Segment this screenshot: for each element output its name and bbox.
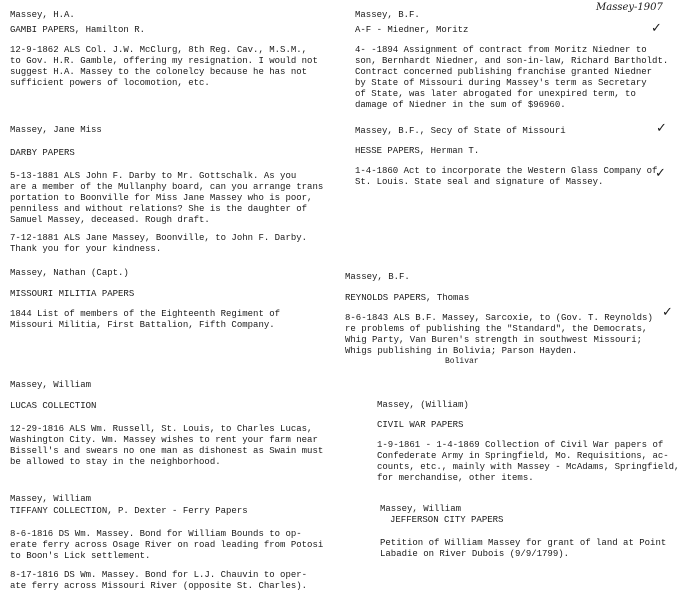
entry-line: ate ferry across Missouri River (opposite St. Charles). [10, 581, 308, 591]
card-massey-william-tiffany [10, 494, 323, 592]
handwritten-correction: Bolivar [445, 357, 479, 366]
entry-line: Samuel Massey, deceased. Rough draft. [10, 215, 210, 225]
card-massey-nathan [10, 268, 280, 331]
entry-line: 8-6-1843 ALS B.F. Massey, Sarcoxie, to (Gov. T. Reynolds) [345, 313, 653, 323]
card-heading: Massey, H.A. [10, 10, 75, 20]
card-massey-william-lucas [10, 380, 323, 468]
card-heading: Massey, B.F., Secy of State of Missouri [355, 126, 566, 136]
entry-line: re problems of publishing the "Standard", the Democrats, [345, 324, 648, 334]
check-mark-icon: ✓ [651, 21, 662, 36]
card-collection: MISSOURI MILITIA PAPERS [10, 289, 135, 299]
card-massey-bf-reynolds [345, 272, 653, 366]
card-heading: Massey, William [10, 380, 92, 390]
card-collection: JEFFERSON CITY PAPERS [390, 515, 504, 525]
entry-line: 5-13-1881 ALS John F. Darby to Mr. Gottschalk. As you [10, 171, 297, 181]
card-massey-bf-hesse [355, 126, 657, 188]
card-collection: REYNOLDS PAPERS, Thomas [345, 293, 470, 303]
entry-line: Missouri Militia, First Battalion, Fifth Company. [10, 320, 275, 330]
entry-line: to Gov. H.R. Gamble, offering my resignation. I would not [10, 56, 318, 66]
card-heading: Massey, William [10, 494, 92, 504]
card-collection: LUCAS COLLECTION [10, 401, 97, 411]
entry-line: portation to Boonville for Miss Jane Massey who is poor, [10, 193, 313, 203]
entry-line: St. Louis. State seal and signature of Massey. [355, 177, 604, 187]
entry-line: to Boon's Lick settlement. [10, 551, 151, 561]
entry-line: 8-6-1816 DS Wm. Massey. Bond for William Bounds to op- [10, 529, 302, 539]
entry-line: by State of Missouri during Massey's term as Secretary [355, 78, 647, 88]
card-heading: Massey, B.F. [345, 272, 410, 282]
entry-line: 7-12-1881 ALS Jane Massey, Boonville, to John F. Darby. [10, 233, 308, 243]
entry-line: Bissell's and swears no one man as dishonest as Swain must [10, 446, 324, 456]
entry-line: for merchandise, other items. [377, 473, 534, 483]
entry-line: 4- -1894 Assignment of contract from Moritz Niedner to [355, 45, 647, 55]
entry-line: be allowed to stay in the neighborhood. [10, 457, 221, 467]
entry-line: 1-9-1861 - 1-4-1869 Collection of Civil War papers of [377, 440, 664, 450]
card-heading: Massey, Jane Miss [10, 125, 102, 135]
entry-line: damage of Niedner in the sum of $96960. [355, 100, 566, 110]
entry-line: Confederate Army in Springfield, Mo. Requisitions, ac- [377, 451, 669, 461]
check-mark-icon: ✓ [655, 166, 666, 181]
entry-line: 12-29-1816 ALS Wm. Russell, St. Louis, to Charles Lucas, [10, 424, 313, 434]
entry-line: 8-17-1816 DS Wm. Massey. Bond for L.J. Chauvin to oper- [10, 570, 308, 580]
entry-line: Thank you for your kindness. [10, 244, 162, 254]
entry-line: suggest H.A. Massey to the colonelcy because he has not [10, 67, 308, 77]
card-heading: Massey, Nathan (Capt.) [10, 268, 129, 278]
entry-line: Labadie on River Dubois (9/9/1799). [380, 549, 570, 559]
entry-line: counts, etc., mainly with Massey - McAdams, Springfield, [377, 462, 680, 472]
card-massey-william-jefferson [380, 504, 666, 560]
entry-line: Washington City. Wm. Massey wishes to rent your farm near [10, 435, 318, 445]
card-heading: Massey, B.F. [355, 10, 420, 20]
entry-line: son, Bernhardt Niedner, and son-in-law, Richard Bartholdt. [355, 56, 669, 66]
card-collection: DARBY PAPERS [10, 148, 75, 158]
card-massey-william-civilwar [377, 400, 679, 484]
card-heading: Massey, (William) [377, 400, 469, 410]
check-mark-icon: ✓ [656, 121, 667, 136]
entry-line: sufficient powers of locomotion, etc. [10, 78, 210, 88]
entry-line: Whigs publishing in Bolivia; Parson Hayden. [345, 346, 578, 356]
entry-line: 1-4-1860 Act to incorporate the Western Glass Company of [355, 166, 658, 176]
card-collection: A-F - Miedner, Moritz [355, 25, 469, 35]
check-mark-icon: ✓ [662, 305, 673, 320]
entry-line: are a member of the Mullanphy board, can you arrange trans [10, 182, 324, 192]
entry-line: 1844 List of members of the Eighteenth Regiment of [10, 309, 281, 319]
entry-line: 12-9-1862 ALS Col. J.W. McClurg, 8th Reg. Cav., M.S.M., [10, 45, 308, 55]
card-massey-ha [10, 10, 318, 89]
entry-line: penniless and without relations? She is the daughter of [10, 204, 308, 214]
entry-line: of State, was later abrogated for unexpired term, to [355, 89, 636, 99]
card-heading: Massey, William [380, 504, 462, 514]
card-collection: CIVIL WAR PAPERS [377, 420, 464, 430]
card-massey-jane [10, 125, 323, 255]
entry-line: Whig Party, Van Buren's strength in southwest Missouri; [345, 335, 643, 345]
entry-line: Petition of William Massey for grant of land at Point [380, 538, 667, 548]
corner-handwritten-note: Massey-1907 [596, 2, 663, 13]
card-collection: TIFFANY COLLECTION, P. Dexter - Ferry Papers [10, 506, 248, 516]
card-collection: GAMBI PAPERS, Hamilton R. [10, 25, 146, 35]
entry-line: Contract concerned publishing franchise granted Niedner [355, 67, 653, 77]
card-massey-bf-miedner [355, 10, 668, 111]
entry-line: erate ferry across Osage River on road leading from Potosi [10, 540, 324, 550]
card-collection: HESSE PAPERS, Herman T. [355, 146, 480, 156]
